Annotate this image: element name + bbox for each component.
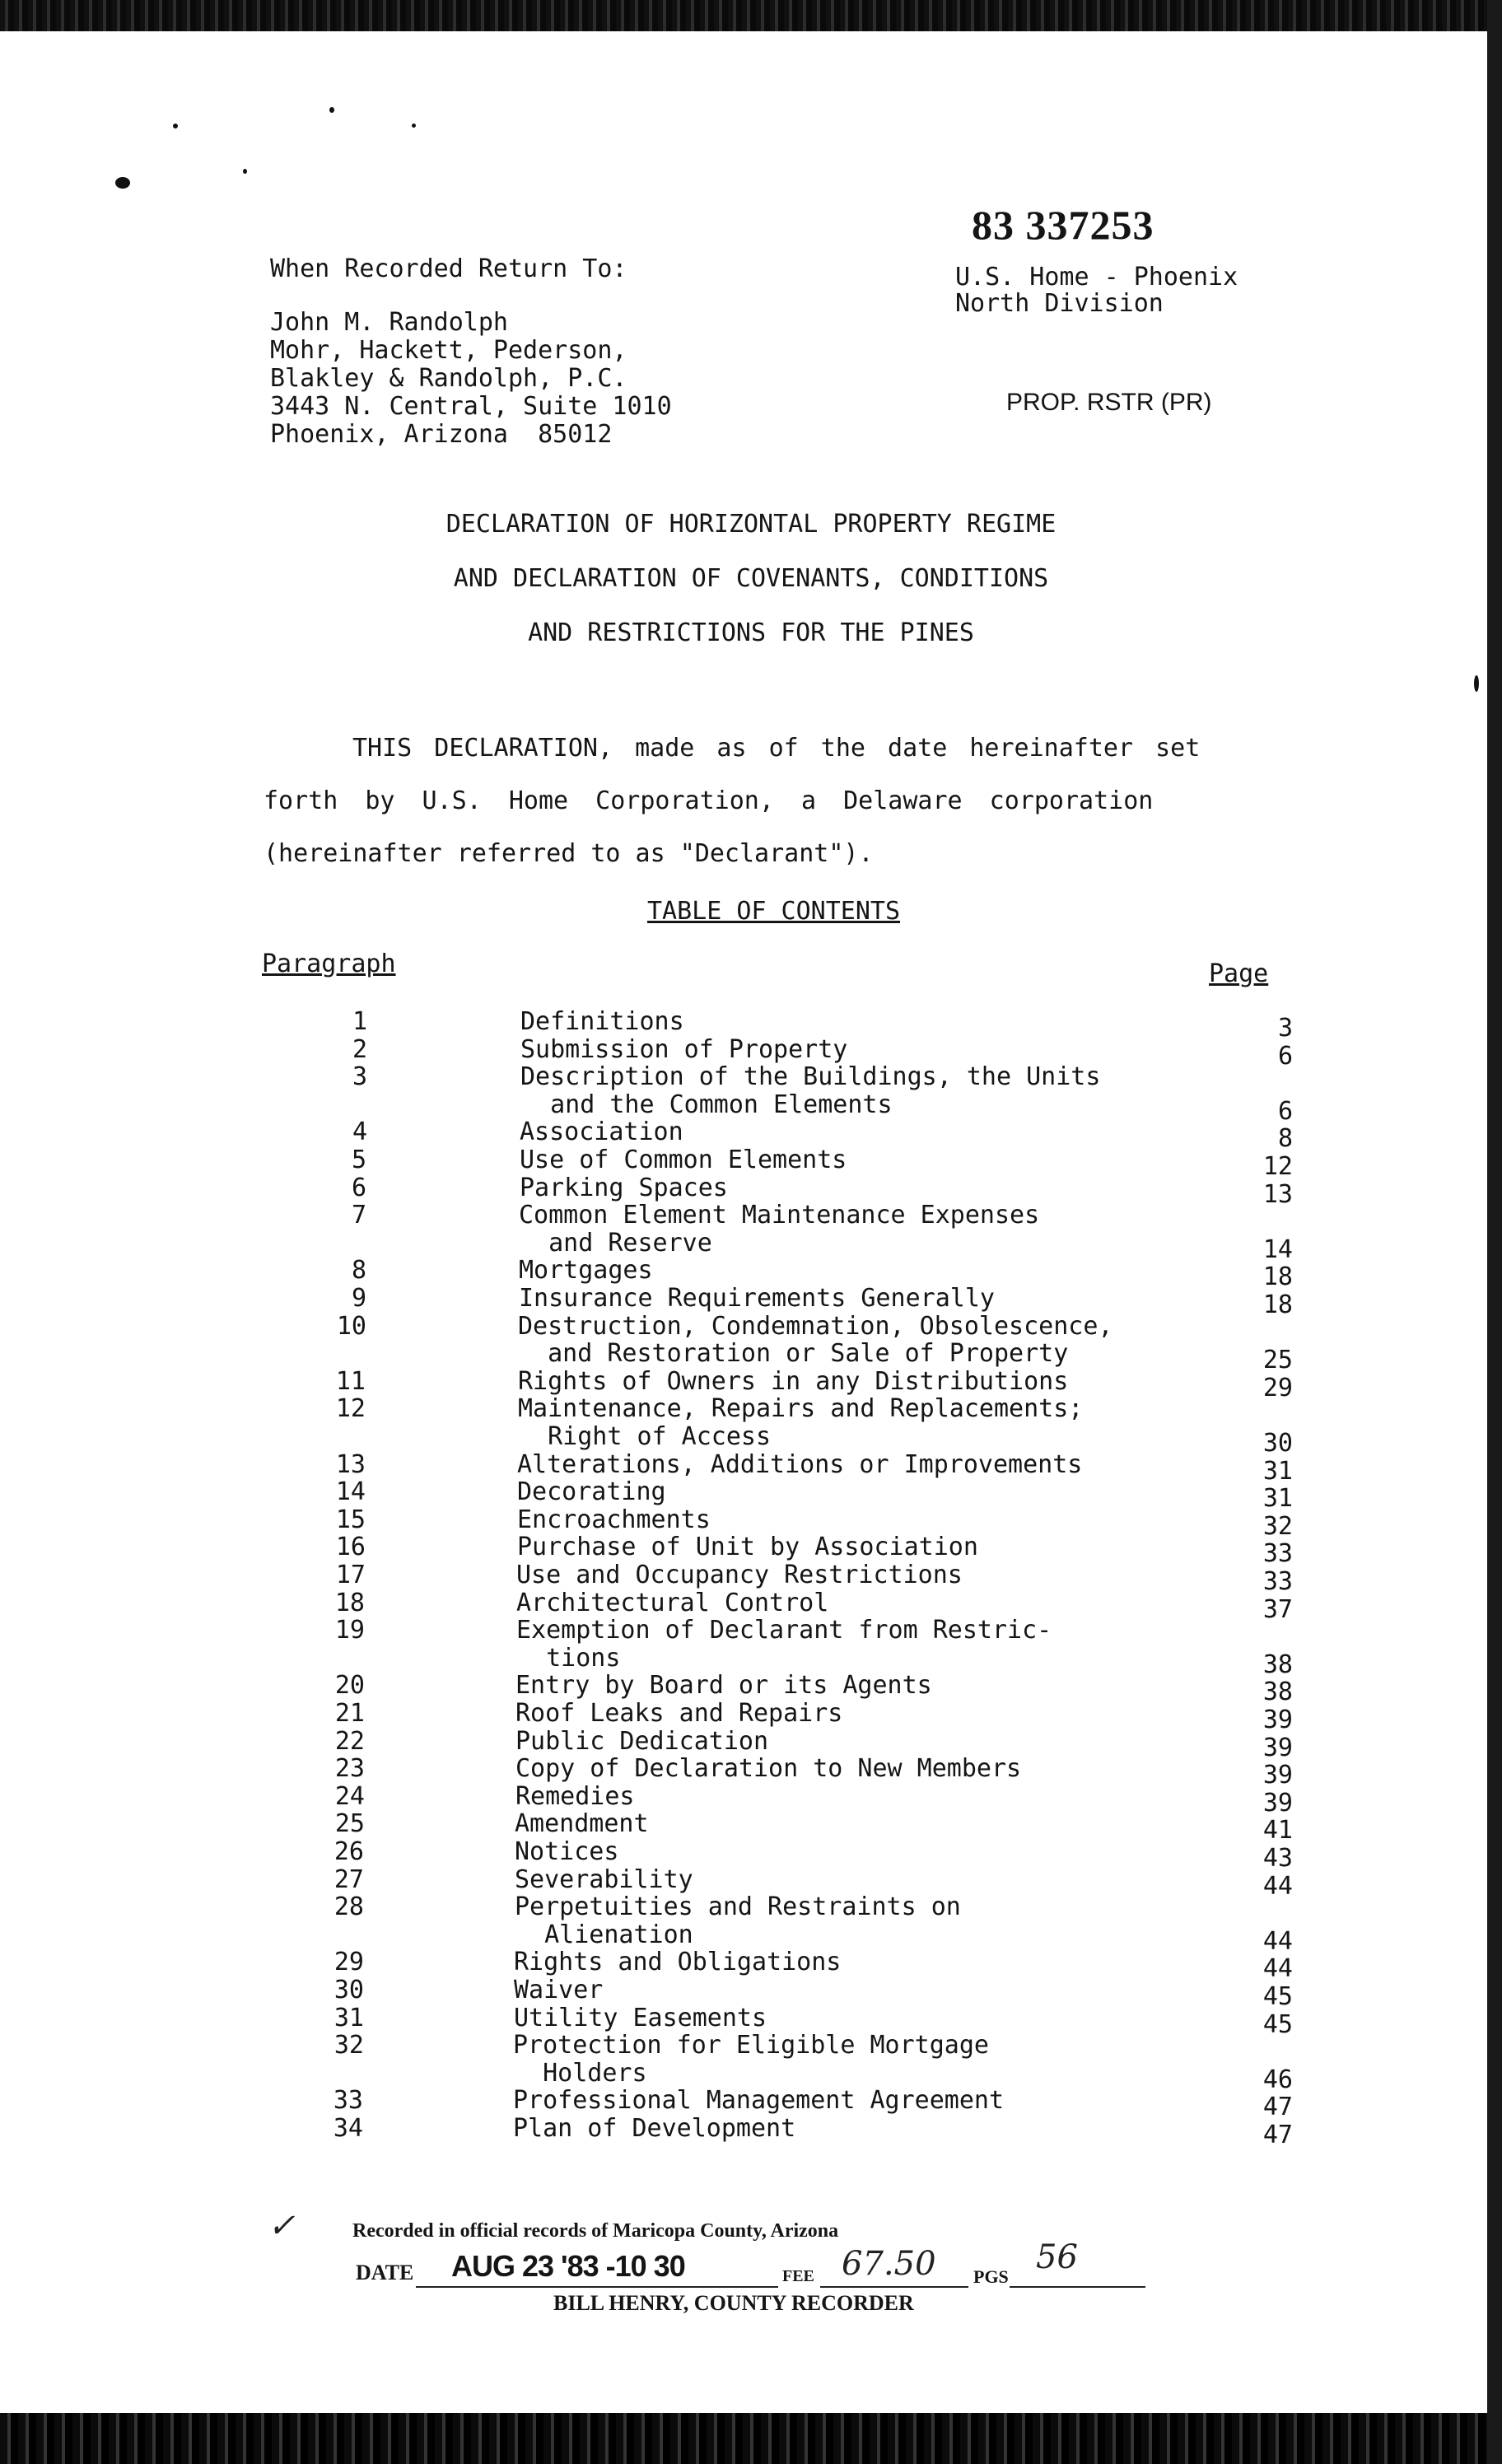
scan-edge-bottom bbox=[0, 2413, 1502, 2464]
toc-paragraph-number: 6 bbox=[351, 1173, 366, 1202]
title-line: DECLARATION OF HORIZONTAL PROPERTY REGIME bbox=[445, 510, 1057, 539]
toc-paragraph-number: 12 bbox=[335, 1394, 366, 1424]
toc-page-number: 39 bbox=[1262, 1733, 1293, 1762]
toc-heading: TABLE OF CONTENTS bbox=[647, 897, 901, 926]
toc-paragraph-number: 8 bbox=[351, 1256, 366, 1286]
toc-title-line: Parking Spaces bbox=[520, 1173, 728, 1202]
intro-line: THIS DECLARATION, made as of the date hereinafter set bbox=[352, 734, 1201, 763]
toc-page-number: 31 bbox=[1262, 1484, 1293, 1514]
toc-paragraph-number: 10 bbox=[336, 1311, 366, 1341]
toc-paragraph-number: 30 bbox=[334, 1976, 364, 2004]
toc-col-page: Page bbox=[1209, 959, 1269, 988]
address-line: Mohr, Hackett, Pederson, bbox=[270, 336, 627, 365]
toc-page-number: 14 bbox=[1262, 1234, 1293, 1264]
toc-paragraph-number: 25 bbox=[334, 1809, 365, 1839]
pgs-value: 56 bbox=[1036, 2238, 1078, 2276]
toc-paragraph-number: 17 bbox=[335, 1561, 366, 1589]
toc-title-line: Maintenance, Repairs and Replacements; bbox=[518, 1394, 1084, 1424]
toc-paragraph-number: 33 bbox=[333, 2086, 363, 2116]
toc-title-line: tions bbox=[516, 1643, 621, 1673]
toc-page-number: 39 bbox=[1262, 1706, 1293, 1734]
fee-field-line bbox=[820, 2286, 968, 2288]
recorder-name: BILL HENRY, COUNTY RECORDER bbox=[553, 2291, 914, 2315]
fee-value: 67.50 bbox=[842, 2245, 936, 2283]
toc-page-number: 43 bbox=[1262, 1844, 1293, 1873]
date-label: DATE bbox=[356, 2261, 414, 2284]
toc-page-number: 39 bbox=[1262, 1761, 1293, 1790]
toc-page-number: 33 bbox=[1262, 1567, 1293, 1596]
toc-title-line: Definitions bbox=[520, 1007, 684, 1036]
toc-paragraph-number: 18 bbox=[334, 1588, 365, 1617]
toc-title-line: Purchase of Unit by Association bbox=[517, 1533, 978, 1562]
toc-page-number: 18 bbox=[1262, 1290, 1293, 1319]
toc-page-number: 39 bbox=[1262, 1788, 1293, 1818]
toc-title-line: Exemption of Declarant from Restric- bbox=[516, 1616, 1052, 1645]
toc-page-number: 31 bbox=[1262, 1456, 1293, 1486]
scan-speck bbox=[243, 169, 247, 174]
toc-paragraph-number: 29 bbox=[334, 1948, 364, 1977]
toc-paragraph-number: 14 bbox=[335, 1477, 366, 1507]
toc-paragraph-number: 21 bbox=[334, 1699, 365, 1728]
toc-title-line: Mortgages bbox=[519, 1256, 653, 1286]
toc-title-line: Amendment bbox=[515, 1809, 649, 1839]
toc-paragraph-number: 3 bbox=[352, 1062, 367, 1092]
toc-page-number: 45 bbox=[1262, 1982, 1293, 2011]
toc-page-number: 45 bbox=[1262, 2009, 1293, 2039]
toc-title-line: Roof Leaks and Repairs bbox=[515, 1699, 843, 1728]
toc-paragraph-number: 24 bbox=[334, 1781, 365, 1811]
intro-line: forth by U.S. Home Corporation, a Delaware corporation bbox=[264, 786, 1154, 815]
toc-title-line: Alienation bbox=[515, 1920, 693, 1949]
toc-paragraph-number: 16 bbox=[335, 1533, 366, 1562]
toc-paragraph-number: 1 bbox=[352, 1007, 367, 1036]
scan-speck bbox=[1474, 675, 1479, 692]
toc-page-number: 38 bbox=[1262, 1650, 1293, 1679]
scan-speck bbox=[412, 124, 416, 128]
scan-speck bbox=[173, 124, 178, 128]
toc-title-line: Encroachments bbox=[517, 1505, 711, 1534]
toc-page-number: 33 bbox=[1262, 1539, 1293, 1569]
toc-page-number: 13 bbox=[1262, 1179, 1293, 1209]
address-line: 3443 N. Central, Suite 1010 bbox=[270, 392, 672, 421]
toc-title-line: Severability bbox=[515, 1864, 693, 1894]
address-line: Blakley & Randolph, P.C. bbox=[270, 364, 627, 393]
title-line: AND RESTRICTIONS FOR THE PINES bbox=[528, 618, 974, 647]
toc-paragraph-number: 11 bbox=[335, 1366, 366, 1396]
toc-page-number: 46 bbox=[1262, 2065, 1293, 2094]
toc-page-number: 38 bbox=[1262, 1678, 1293, 1707]
toc-paragraph-number: 27 bbox=[334, 1864, 364, 1894]
toc-page-number: 44 bbox=[1262, 1871, 1293, 1901]
toc-title-line: Utility Easements bbox=[514, 2003, 767, 2032]
toc-page-number: 25 bbox=[1262, 1346, 1293, 1375]
stamp-code: PROP. RSTR (PR) bbox=[1006, 389, 1212, 416]
toc-paragraph-number: 26 bbox=[334, 1837, 364, 1866]
recording-number: 83 337253 bbox=[972, 202, 1154, 248]
toc-page-number: 47 bbox=[1262, 2093, 1293, 2122]
toc-paragraph-number: 19 bbox=[334, 1616, 365, 1645]
scan-speck bbox=[115, 177, 130, 189]
toc-title-line: Right of Access bbox=[518, 1421, 772, 1451]
toc-page-number: 6 bbox=[1277, 1096, 1293, 1126]
toc-paragraph-number: 22 bbox=[334, 1726, 365, 1756]
toc-title-line: and Reserve bbox=[519, 1228, 712, 1258]
fee-label: FEE bbox=[782, 2267, 814, 2285]
toc-title-line: Use of Common Elements bbox=[520, 1146, 847, 1174]
toc-title-line: Holders bbox=[513, 2058, 647, 2088]
toc-title-line: Entry by Board or its Agents bbox=[515, 1671, 932, 1701]
return-to-label: When Recorded Return To: bbox=[270, 254, 627, 283]
toc-paragraph-number: 15 bbox=[335, 1505, 366, 1534]
toc-paragraph-number: 34 bbox=[333, 2114, 363, 2143]
toc-title-line: Protection for Eligible Mortgage bbox=[513, 2031, 989, 2060]
toc-title-line: Public Dedication bbox=[515, 1726, 769, 1756]
title-line: AND DECLARATION OF COVENANTS, CONDITIONS bbox=[453, 564, 1049, 593]
toc-page-number: 3 bbox=[1277, 1014, 1293, 1043]
toc-page-number: 6 bbox=[1277, 1041, 1293, 1071]
scan-edge-top bbox=[0, 0, 1502, 31]
toc-paragraph-number: 5 bbox=[351, 1146, 366, 1174]
date-value: AUG 23 '83 -10 30 bbox=[451, 2249, 685, 2283]
toc-paragraph-number: 2 bbox=[352, 1034, 367, 1064]
toc-title-line: and the Common Elements bbox=[520, 1090, 893, 1119]
toc-paragraph-number: 9 bbox=[351, 1284, 366, 1313]
toc-paragraph-number: 4 bbox=[352, 1118, 367, 1147]
pgs-label: PGS bbox=[973, 2266, 1009, 2287]
toc-page-number: 44 bbox=[1262, 1954, 1293, 1984]
toc-title-line: Rights and Obligations bbox=[514, 1948, 842, 1977]
toc-title-line: Common Element Maintenance Expenses bbox=[519, 1201, 1040, 1230]
toc-title-line: Destruction, Condemnation, Obsolescence, bbox=[518, 1311, 1113, 1341]
toc-paragraph-number: 31 bbox=[334, 2003, 364, 2032]
toc-page-number: 30 bbox=[1262, 1428, 1293, 1458]
toc-title-line: Alterations, Additions or Improvements bbox=[517, 1449, 1083, 1479]
toc-title-line: Professional Management Agreement bbox=[513, 2086, 1005, 2116]
toc-title-line: Architectural Control bbox=[516, 1588, 829, 1617]
toc-title-line: Use and Occupancy Restrictions bbox=[516, 1561, 963, 1589]
scan-speck bbox=[329, 107, 334, 113]
toc-title-line: and Restoration or Sale of Property bbox=[518, 1339, 1069, 1369]
toc-title-line: Insurance Requirements Generally bbox=[519, 1284, 995, 1313]
toc-paragraph-number: 7 bbox=[351, 1201, 366, 1230]
toc-title-line: Notices bbox=[515, 1837, 619, 1866]
toc-page-number: 44 bbox=[1262, 1926, 1293, 1956]
scan-edge-right bbox=[1487, 0, 1502, 2464]
toc-title-line: Decorating bbox=[517, 1477, 666, 1507]
toc-col-paragraph: Paragraph bbox=[262, 950, 396, 978]
toc-title-line: Perpetuities and Restraints on bbox=[515, 1892, 961, 1922]
toc-paragraph-number: 13 bbox=[335, 1449, 366, 1479]
division-line: North Division bbox=[955, 289, 1164, 318]
toc-page-number: 8 bbox=[1277, 1124, 1293, 1154]
toc-title-line: Copy of Declaration to New Members bbox=[515, 1754, 1022, 1784]
toc-paragraph-number: 32 bbox=[334, 2031, 364, 2060]
toc-title-line: Submission of Property bbox=[520, 1034, 848, 1064]
recorded-text: Recorded in official records of Maricopa County, Arizona bbox=[352, 2220, 839, 2242]
toc-page-number: 32 bbox=[1262, 1511, 1293, 1541]
toc-page-number: 41 bbox=[1262, 1816, 1293, 1846]
toc-title-line: Remedies bbox=[515, 1781, 635, 1811]
toc-title-line: Rights of Owners in any Distributions bbox=[518, 1366, 1069, 1396]
toc-title-line: Description of the Buildings, the Units bbox=[520, 1062, 1101, 1092]
toc-title-line: Plan of Development bbox=[513, 2114, 796, 2143]
toc-page-number: 18 bbox=[1262, 1262, 1293, 1292]
date-field-line bbox=[416, 2286, 778, 2288]
toc-page-number: 29 bbox=[1262, 1373, 1293, 1402]
toc-paragraph-number: 20 bbox=[334, 1671, 365, 1701]
toc-title-line: Waiver bbox=[514, 1976, 604, 2004]
address-line: Phoenix, Arizona 85012 bbox=[270, 420, 613, 449]
toc-title-line: Association bbox=[520, 1118, 683, 1147]
toc-paragraph-number: 23 bbox=[334, 1754, 365, 1784]
toc-page-number: 47 bbox=[1262, 2121, 1293, 2149]
toc-page-number: 12 bbox=[1262, 1152, 1293, 1181]
toc-paragraph-number: 28 bbox=[334, 1892, 364, 1922]
division-line: U.S. Home - Phoenix bbox=[955, 263, 1238, 292]
pgs-field-line bbox=[1010, 2286, 1145, 2288]
check-mark: ✓ bbox=[268, 2207, 296, 2245]
address-line: John M. Randolph bbox=[270, 308, 508, 337]
toc-page-number: 37 bbox=[1262, 1594, 1293, 1624]
intro-line: (hereinafter referred to as "Declarant"). bbox=[264, 839, 874, 868]
